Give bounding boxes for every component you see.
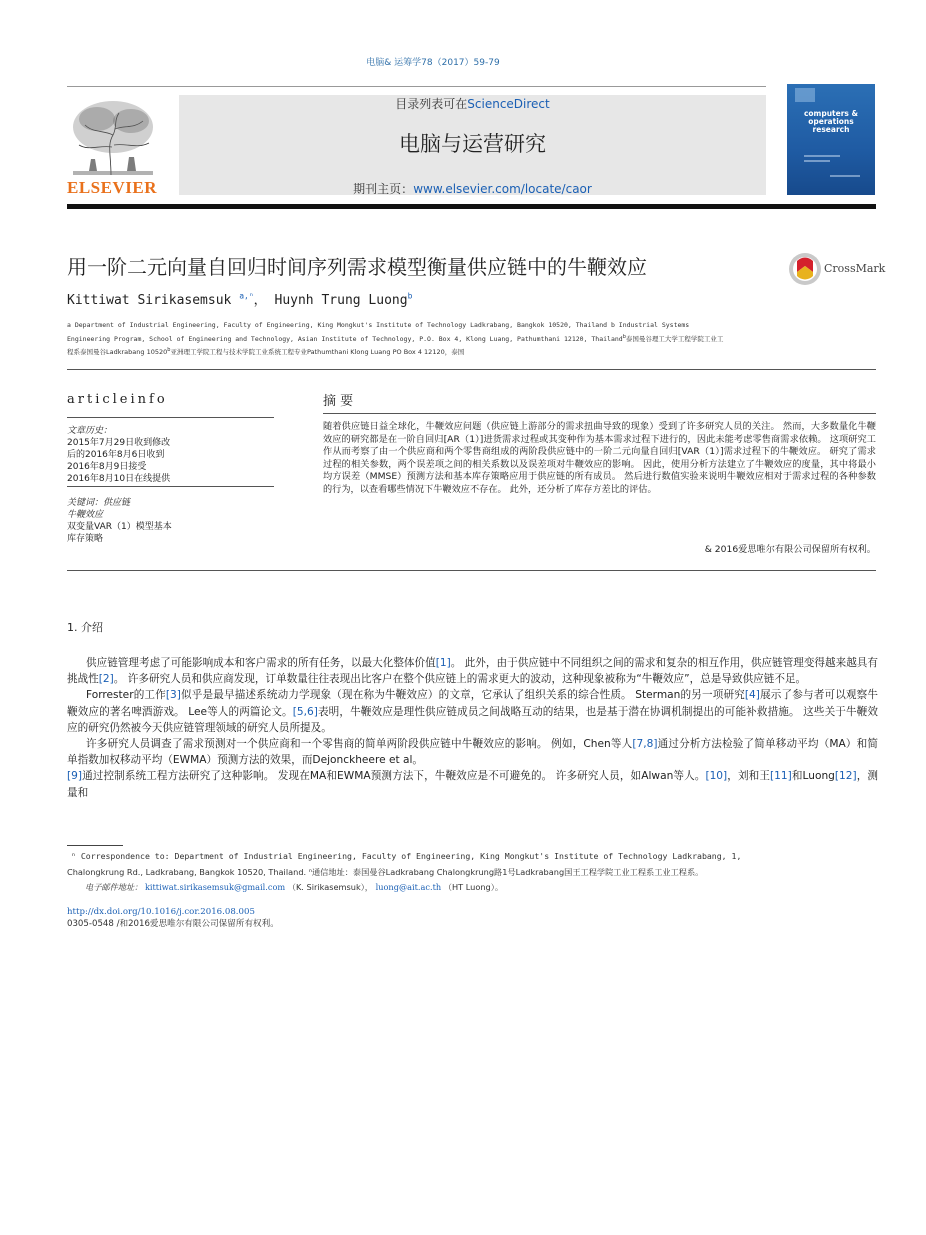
- tree-canopy: [113, 109, 149, 133]
- footnote-email-line: [67, 880, 878, 896]
- section-divider: [67, 369, 876, 370]
- email-link[interactable]: kittiwat.sirikasemsuk@gmail.com: [144, 882, 286, 892]
- affiliation-text: 泰国曼谷理工大学工程学院工业工: [625, 335, 724, 344]
- abstract-heading: 摘 要: [323, 394, 354, 409]
- citation-link[interactable]: [4]: [744, 689, 760, 702]
- email-owner: （K. Sirikasemsuk），: [287, 882, 373, 892]
- affiliation-line: 程系泰国曼谷Ladkrabang 10520$^b$亚洲理工学院工程与技术学院工业系统工程专业Pathumthani Klong Luang PO Box 4 12120，泰国: [67, 347, 465, 357]
- citation-link[interactable]: [9]: [67, 770, 83, 783]
- intro-body: [67, 655, 878, 801]
- homepage-link[interactable]: www.elsevier.com/locate/caor: [413, 182, 592, 196]
- paragraph: Forrester的工作[3]似乎是最早描述系统动力学现象（现在称为牛鞭效应）的文章，它承认了组织关系的综合性质。 Sterman的另一项研究[4]展示了参与者可以观察牛鞭效应的著名啤酒游戏。 Lee等人的两篇论文。[5,6]表明，牛鞭效应是理性供应链成员之间战略互动的结果，也是基于潜在协调机制提出的可能补救措施。 这些关于牛鞭效应的研究仍然被今天供应链管理领域的研究人员所提及。: [67, 689, 878, 734]
- paragraph: 许多研究人员调查了需求预测对一个供应商和一个零售商的简单两阶段供应链中牛鞭效应的影响。 例如，Chen等人[7,8]通过分析方法检验了简单移动平均（MA）和简单指数加权移动平均（EWMA）预测方法的效果，而Dejonckheere et al。: [67, 738, 878, 767]
- affiliation-text: 程系泰国曼谷Ladkrabang 10520: [67, 348, 168, 357]
- section-divider: [67, 570, 876, 571]
- figure-left: [89, 159, 97, 171]
- abstract-text: 随着供应链日益全球化，牛鞭效应问题（供应链上游部分的需求扭曲导致的现象）受到了许多研究人员的关注。 然而，大多数量化牛鞭效应的研究都是在一阶自回归[AR（1）]进货需求过程或其变种作为基本需求过程下进行的，因此未能考虑零售商需求依赖。 这项研究工作从而考察了由一个供应商和两个零售商组成的两阶段供应链中的一阶二元向量自回归[VAR（1）]需求过程下的牛鞭效应。 研究了需求过程的相关参数，两个误差项之间的相关系数以及误差项对牛鞭效应的影响。 因此，使用分析方法建立了牛鞭效应的度量，其中将最小均方误差（MMSE）预测方法和基本库存策略应用于供应链的所有成员。 然后进行数值实验来说明牛鞭效应相对于需求过程的各种参数的行为，以查看哪些情况下牛鞭效应不存在。 此外，还分析了库存方差比的评估。: [323, 421, 876, 495]
- section-heading: 1. 介绍: [67, 621, 103, 634]
- history-entry: 2016年8月10日在线提供: [67, 474, 171, 484]
- citation-link[interactable]: [3]: [165, 689, 181, 702]
- author-affiliation-mark[interactable]: b: [407, 291, 413, 301]
- email-link[interactable]: luong@ait.ac.th: [375, 882, 442, 892]
- affiliation-text: 亚洲理工学院工程与技术学院工业系统工程专业Pathumthani Klong Luang PO Box 4 12120，泰国: [170, 348, 465, 357]
- footnote-line: ⁿ Correspondence to: Department of Industrial Engineering, Faculty of Engineering, King Mongkut's Institute of Technology Ladkrabang, 1,: [71, 851, 742, 861]
- crossmark-icon: [788, 252, 822, 286]
- keyword: 牛鞭效应: [67, 510, 104, 520]
- footnotes: [67, 849, 878, 896]
- footnote-rule: [67, 845, 123, 846]
- keywords-block: [67, 497, 274, 545]
- author-separator: ，: [253, 293, 267, 308]
- author-name[interactable]: Kittiwat Sirikasemsuk: [67, 293, 232, 308]
- citation-link[interactable]: [7,8]: [632, 738, 658, 751]
- email-label: 电子邮件地址：: [85, 882, 143, 892]
- article-info-divider: [67, 417, 274, 418]
- journal-cover-title: computers & operations research: [803, 109, 859, 134]
- abstract-copyright: & 2016爱思唯尔有限公司保留所有权利。: [704, 544, 876, 555]
- header-top-rule: [67, 86, 766, 87]
- history-entry: 2015年7月29日收到修改: [67, 438, 171, 448]
- issn-line: 0305-0548 /和2016爱思唯尔有限公司保留所有权利。: [67, 919, 279, 929]
- tree-canopy: [79, 107, 115, 131]
- article-history: [67, 425, 274, 485]
- paper-title: 用一阶二元向量自回归时间序列需求模型衡量供应链中的牛鞭效应: [67, 255, 647, 279]
- citation-link[interactable]: [11]: [770, 770, 792, 783]
- homepage-prefix: 期刊主页：: [353, 182, 414, 196]
- citation-link[interactable]: [1]: [435, 657, 451, 669]
- citation-link[interactable]: [5,6]: [292, 705, 318, 718]
- footnote-line: Chalongkrung Rd., Ladkrabang, Bangkok 10520, Thailand. ⁿ通信地址：泰国曼谷Ladkrabang Chalongkrung路1号Ladkrabang国王工程学院工业工程系工业工程系。: [67, 866, 704, 877]
- tree-ground: [73, 171, 153, 175]
- cover-publisher-icon: [795, 88, 815, 102]
- crossmark-label: CrossMark: [824, 262, 886, 275]
- affiliation-line: Engineering Program, School of Engineering and Technology, Asian Institute of Technology, P.O. Box 4, Klong Luang, Pathumthani 12120, Thailand$^b$泰国曼谷理工大学工程学院工业工: [67, 334, 724, 344]
- journal-title: 电脑与运营研究: [399, 132, 546, 156]
- keyword: 库存策略: [67, 534, 104, 544]
- journal-homepage: [179, 180, 766, 197]
- abstract-divider: [323, 413, 876, 414]
- sciencedirect-link[interactable]: ScienceDirect: [467, 97, 550, 111]
- history-entry: 后的2016年8月6日收到: [67, 450, 165, 460]
- citation-link[interactable]: [12]: [834, 770, 857, 783]
- crossmark-badge[interactable]: [788, 252, 886, 286]
- author-line: [67, 289, 412, 308]
- author-name[interactable]: Huynh Trung Luong: [274, 293, 408, 308]
- affiliation-line: a Department of Industrial Engineering, Faculty of Engineering, King Mongkut's Institute of Technology Ladkrabang, Bangkok 10520, Thailand b Industrial Systems: [67, 321, 690, 329]
- header-bottom-rule: [67, 204, 876, 209]
- contents-prefix: 目录列表可在: [395, 97, 468, 111]
- email-owner: （HT Luong）。: [443, 882, 504, 892]
- doi-block: [67, 906, 279, 930]
- doi-link[interactable]: http://dx.doi.org/10.1016/j.cor.2016.08.005: [67, 907, 255, 917]
- figure-right: [127, 157, 136, 171]
- publisher-name: ELSEVIER: [67, 178, 157, 197]
- cover-decoration-icon: [800, 150, 864, 180]
- contents-availability: [179, 95, 766, 112]
- keyword: 双变量VAR（1）模型基本: [67, 522, 172, 532]
- journal-reference[interactable]: 电脑& 运筹学78（2017）59-79: [366, 58, 500, 68]
- paragraph: [9]通过控制系统工程方法研究了这种影响。 发现在MA和EWMA预测方法下，牛鞭效应是不可避免的。 许多研究人员，如Alwan等人。[10]，刘和王[11]和Luong[12]，测量和: [67, 770, 879, 799]
- keywords-divider: [67, 486, 274, 487]
- citation-link[interactable]: [2]: [98, 673, 114, 686]
- affiliation-text: Engineering Program, School of Engineering and Technology, Asian Institute of Technology, P.O. Box 4, Klong Luang, Pathumthani 12120, Thailand: [67, 335, 623, 344]
- citation-link[interactable]: [10]: [705, 770, 728, 783]
- history-entry: 2016年8月9日接受: [67, 462, 147, 472]
- keywords-label: 关键词：供应链: [67, 498, 131, 508]
- author-affiliation-mark[interactable]: a,ⁿ: [239, 291, 254, 301]
- paragraph: 供应链管理考虑了可能影响成本和客户需求的所有任务，以最大化整体价值[1]。 此外，由于供应链中不同组织之间的需求和复杂的相互作用，供应链管理变得越来越具有挑战性[2]。 许多研究人员和供应商发现，订单数量往往表现出比客户在整个供应链上的需求更大的波动，这种现象被称为“牛鞭效应”，总是导致供应链不足。: [67, 657, 878, 686]
- article-info-heading: articleinfo: [67, 392, 168, 407]
- history-label: 文章历史：: [67, 426, 113, 436]
